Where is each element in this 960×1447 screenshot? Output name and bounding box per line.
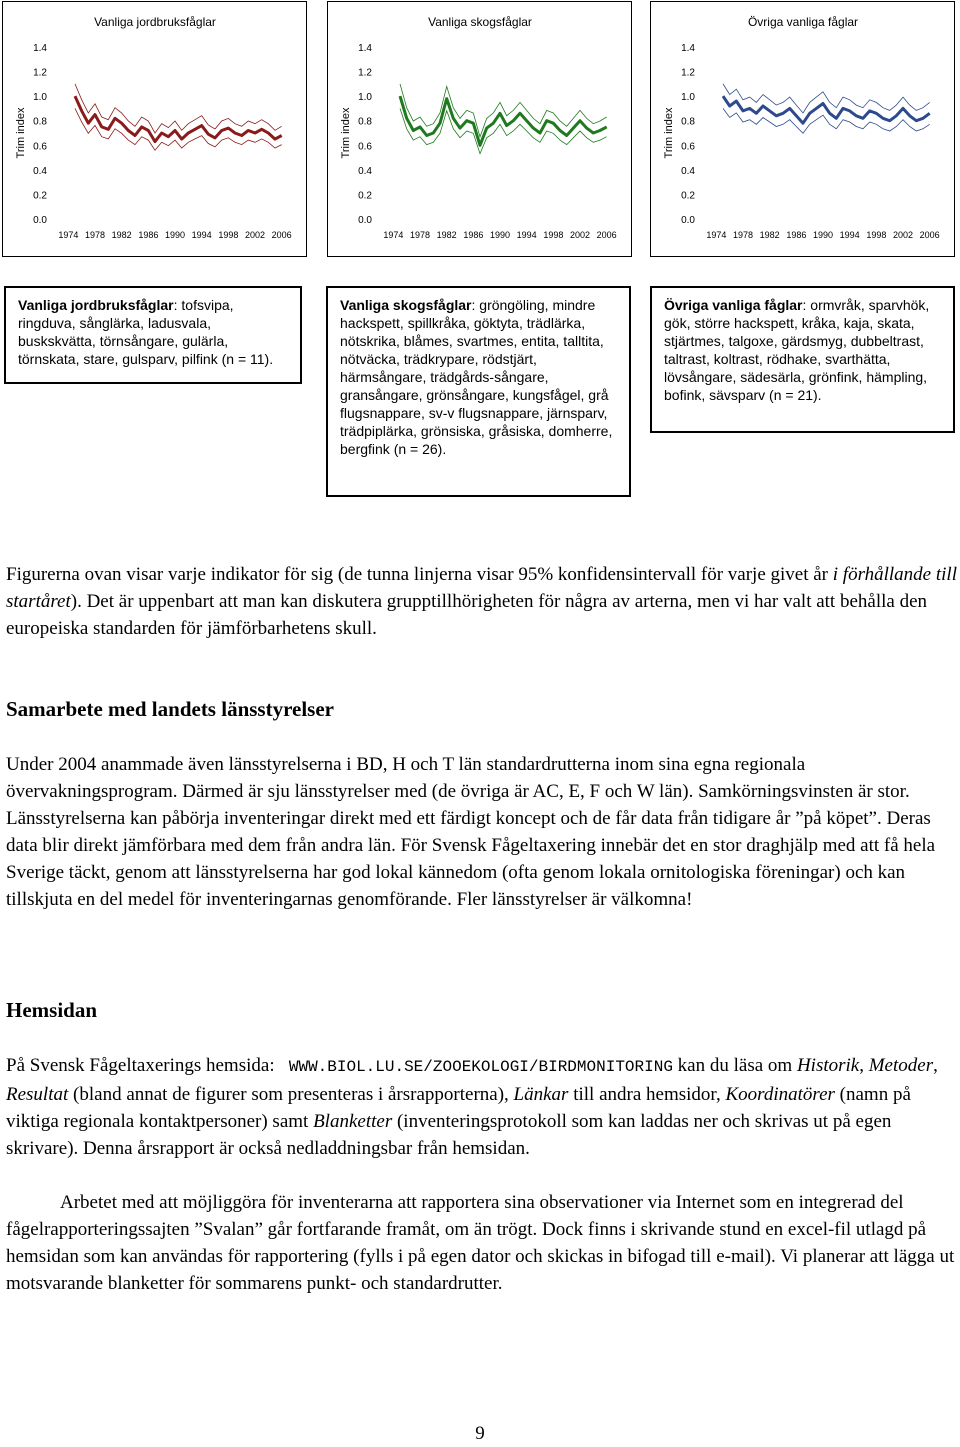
x-tick-label: 1982 bbox=[759, 230, 780, 240]
hemsidan-text-2: Arbetet med att möjliggöra för inventerarna att rapportera sina observationer via Internet som en integrerad del fågelrapporteringssajten ”Svalan” går fortfarande framåt, om än trögt. Dock finns i skrivande stund en excel-fil utlagd på hemsidan som kan användas för rapportering (fylls i på egen dator och skickas in bifogad till e-mail). Vi planerar att lägga ut motsvarande blanketter för sommarens punkt- och standardrutter. bbox=[6, 1192, 955, 1294]
chart-title: Övriga vanliga fåglar bbox=[747, 15, 859, 29]
y-tick-label: 1.4 bbox=[681, 43, 695, 54]
hemsidan-text: (namn på viktiga regionala kontaktpersoner) samt bbox=[6, 1084, 911, 1132]
x-tick-label: 1990 bbox=[489, 230, 511, 240]
chart-jordbruksfaglar bbox=[2, 1, 307, 257]
x-tick-label: 1998 bbox=[543, 230, 564, 240]
y-tick-label: 0.8 bbox=[33, 116, 47, 128]
chart-ovriga-faglar bbox=[650, 1, 955, 257]
x-tick-label: 1974 bbox=[706, 230, 727, 240]
figure-caption bbox=[6, 561, 958, 642]
x-tick-label: 2006 bbox=[919, 230, 940, 240]
species-box-text: : tofsvipa, ringduva, sånglärka, ladusvala, buskskvätta, törnsångare, gulärla, törnskata, stare, gulsparv, pilfink (n = 11). bbox=[18, 297, 274, 367]
x-tick-label: 1986 bbox=[463, 230, 484, 240]
y-tick-label: 1.4 bbox=[33, 43, 47, 54]
y-tick-label: 0.6 bbox=[358, 141, 372, 153]
caption-italic: i förhållande till startåret bbox=[6, 564, 957, 612]
x-tick-label: 2002 bbox=[892, 230, 914, 240]
x-tick-label: 1978 bbox=[732, 230, 754, 240]
y-tick-label: 0.2 bbox=[358, 190, 372, 202]
section-heading-lansstyrelser: Samarbete med landets länsstyrelser bbox=[6, 697, 334, 721]
y-tick-label: 0.0 bbox=[33, 215, 47, 226]
species-box-ovriga bbox=[650, 286, 955, 433]
x-tick-label: 1994 bbox=[839, 230, 860, 240]
link-resultat: Resultat bbox=[6, 1084, 69, 1105]
y-tick-label: 1.2 bbox=[681, 67, 695, 79]
y-tick-label: 1.4 bbox=[358, 43, 372, 54]
section-heading-hemsidan: Hemsidan bbox=[6, 998, 98, 1022]
chart-jordbruksfaglar-svg bbox=[3, 2, 306, 256]
x-tick-label: 1978 bbox=[84, 230, 106, 240]
species-box-text: : ormvråk, sparvhök, gök, större hackspett, kråka, kaja, skata, stjärtmes, talgoxe, gärdsmyg, dubbeltrast, taltrast, koltrast, rödhake, svarthätta, lövsångare, sädesärla, grönfink, hämpling, bofink, sävsparv (n = 21). bbox=[664, 297, 930, 403]
x-tick-label: 1998 bbox=[866, 230, 887, 240]
hemsidan-paragraph-2 bbox=[6, 1189, 958, 1297]
species-box-jordbruk bbox=[4, 286, 302, 384]
species-box-text: : gröngöling, mindre hackspett, spillkråka, göktyta, trädlärka, nötskrika, blåmes, svartmes, entita, talltita, nötväcka, trädkrypare, rödstjärt, härmsångare, trädgårds-sångare, gransångare, grönsångare, kungsfågel, grå flugsnappare, sv-v flugsnappare, järnsparv, trädpiplärka, grönsiska, gråsiska, domherre, bergfink (n = 26). bbox=[340, 297, 613, 457]
x-tick-label: 1998 bbox=[218, 230, 239, 240]
y-tick-label: 0.2 bbox=[681, 190, 695, 202]
y-tick-label: 0.4 bbox=[681, 165, 695, 177]
species-box-skog bbox=[326, 286, 631, 497]
y-tick-label: 1.0 bbox=[33, 92, 47, 104]
chart-skogsfaglar-svg bbox=[328, 2, 631, 256]
y-tick-label: 0.4 bbox=[358, 165, 372, 177]
x-tick-label: 2006 bbox=[596, 230, 617, 240]
x-tick-label: 1974 bbox=[383, 230, 404, 240]
x-tick-label: 1994 bbox=[191, 230, 212, 240]
x-tick-label: 1994 bbox=[516, 230, 537, 240]
page-number: 9 bbox=[475, 1423, 485, 1444]
x-tick-label: 1990 bbox=[164, 230, 186, 240]
y-tick-label: 0.8 bbox=[681, 116, 695, 128]
link-blanketter: Blanketter bbox=[313, 1111, 393, 1132]
x-tick-label: 1974 bbox=[58, 230, 79, 240]
punct: , bbox=[859, 1055, 869, 1076]
species-box-title: Vanliga skogsfåglar bbox=[340, 297, 472, 313]
index-line bbox=[400, 96, 607, 145]
website-link[interactable]: WWW.BIOL.LU.SE/ZOOEKOLOGI/BIRDMONITORING bbox=[288, 1058, 673, 1076]
link-historik: Historik bbox=[796, 1055, 860, 1076]
species-box-title: Övriga vanliga fåglar bbox=[664, 297, 803, 313]
y-tick-label: 0.6 bbox=[681, 141, 695, 153]
x-tick-label: 1982 bbox=[111, 230, 132, 240]
chart-skogsfaglar bbox=[327, 1, 632, 257]
chart-title: Vanliga skogsfåglar bbox=[428, 15, 532, 29]
confidence-upper-line bbox=[400, 84, 607, 137]
x-tick-label: 2002 bbox=[244, 230, 266, 240]
link-metoder: Metoder bbox=[868, 1055, 934, 1076]
punct: , bbox=[933, 1055, 938, 1076]
y-tick-label: 0.4 bbox=[33, 165, 47, 177]
hemsidan-text: På Svensk Fågeltaxerings hemsida: bbox=[6, 1055, 275, 1076]
x-tick-label: 1990 bbox=[812, 230, 834, 240]
confidence-upper-line bbox=[75, 84, 282, 133]
hemsidan-text: (inventeringsprotokoll som kan laddas ner och skrivas ut på egen skrivare). Denna årsrapport är också nedladdningsbar från hemsidan. bbox=[6, 1111, 892, 1159]
y-tick-label: 1.2 bbox=[358, 67, 372, 79]
link-lankar: Länkar bbox=[513, 1084, 569, 1105]
x-tick-label: 2002 bbox=[569, 230, 591, 240]
hemsidan-text: till andra hemsidor, bbox=[568, 1084, 726, 1105]
y-tick-label: 1.2 bbox=[33, 67, 47, 79]
y-tick-label: 0.2 bbox=[33, 190, 47, 202]
chart-title: Vanliga jordbruksfåglar bbox=[94, 15, 216, 29]
y-tick-label: 0.0 bbox=[358, 215, 372, 226]
x-tick-label: 1978 bbox=[409, 230, 431, 240]
y-tick-label: 1.0 bbox=[358, 92, 372, 104]
link-koordinatorer: Koordinatörer bbox=[725, 1084, 835, 1105]
y-axis-label: Trim index bbox=[15, 107, 27, 159]
y-tick-label: 1.0 bbox=[681, 92, 695, 104]
y-axis-label: Trim index bbox=[663, 107, 675, 159]
y-tick-label: 0.6 bbox=[33, 141, 47, 153]
species-box-title: Vanliga jordbruksfåglar bbox=[18, 297, 174, 313]
hemsidan-text: kan du läsa om bbox=[672, 1055, 797, 1076]
caption-text: Figurerna ovan visar varje indikator för sig (de tunna linjerna visar 95% konfidensintervall för varje givet år bbox=[6, 564, 833, 585]
x-tick-label: 1986 bbox=[786, 230, 807, 240]
x-tick-label: 2006 bbox=[271, 230, 292, 240]
y-tick-label: 0.0 bbox=[681, 215, 695, 226]
chart-ovriga-faglar-svg bbox=[651, 2, 954, 256]
section-text-lansstyrelser: Under 2004 anammade även länsstyrelserna i BD, H och T län standardrutterna inom sina egna regionala övervakningsprogram. Därmed är sju länsstyrelser med (de övriga är AC, E, F och W län). Samkörningsvinsten är stor. Länsstyrelserna kan påbörja inventeringar direkt med ett färdigt koncept och de får data från tidigare år ”på köpet”. Deras data blir direkt jämförbara med dem från andra län. För Svensk Fågeltaxering innebär det en stor draghjälp med att få hela Sverige täckt, genom att länsstyrelserna har god lokal kännedom (ofta genom lokala ornitologiska föreningar) och kan tillskjuta en del medel för inventeringarnas genomförande. Fler länsstyrelser är välkomna! bbox=[6, 754, 936, 910]
caption-text-end: ). Det är uppenbart att man kan diskutera grupptillhörigheten för några av arterna, men vi har valt att behålla den europeiska standarden för jämförbarhetens skull. bbox=[6, 591, 928, 639]
x-tick-label: 1986 bbox=[138, 230, 159, 240]
hemsidan-text: (bland annat de figurer som presenteras i årsrapporterna), bbox=[68, 1084, 514, 1105]
y-axis-label: Trim index bbox=[340, 107, 352, 159]
y-tick-label: 0.8 bbox=[358, 116, 372, 128]
hemsidan-paragraph-1 bbox=[6, 1052, 958, 1162]
x-tick-label: 1982 bbox=[436, 230, 457, 240]
